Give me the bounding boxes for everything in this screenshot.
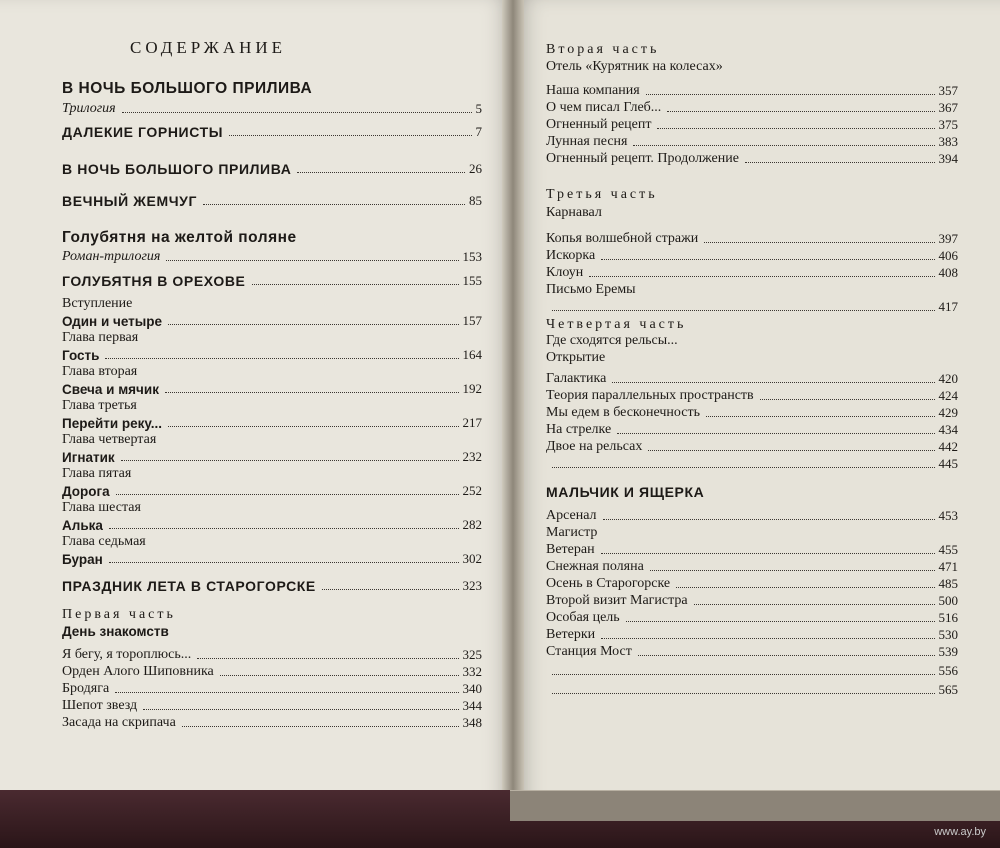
toc-entry [62, 483, 482, 499]
toc-page-number: 332 [462, 664, 482, 679]
toc-entry-label: Станция Мост [546, 644, 632, 659]
toc-entry [62, 296, 482, 312]
toc-entry [62, 229, 482, 247]
toc-entry [546, 456, 958, 472]
dot-leader [603, 519, 935, 520]
toc-entry-label: Огненный рецепт. Продолжение [546, 151, 739, 166]
toc-entry-label: Глава третья [62, 398, 137, 413]
toc-entry [546, 187, 958, 203]
toc-entry-label: Карнавал [546, 205, 602, 220]
toc-entry [546, 248, 958, 264]
toc-entry-label: Дорога [62, 484, 110, 499]
toc-entry [62, 381, 482, 397]
toc-entry [546, 333, 958, 349]
toc-entry [546, 83, 958, 99]
toc-entry [62, 578, 482, 594]
page-edges [510, 790, 1000, 821]
dot-leader [612, 382, 934, 383]
toc-entry-label: Особая цель [546, 610, 620, 625]
toc-entry-label: Магистр [546, 525, 598, 540]
toc-entry-label: Огненный рецепт [546, 117, 652, 132]
dot-leader [704, 242, 934, 243]
toc-entry [546, 508, 958, 524]
toc-page-number: 367 [938, 100, 958, 115]
toc-entry [546, 484, 958, 500]
toc-entry [546, 350, 958, 366]
toc-page-number: 397 [938, 231, 958, 246]
toc-entry-label: Буран [62, 552, 103, 567]
toc-entry [546, 317, 958, 333]
toc-entry [62, 415, 482, 431]
background-surface [0, 790, 1000, 848]
toc-page-number: 424 [938, 388, 958, 403]
toc-entry-label: Алька [62, 518, 103, 533]
toc-page-number: 344 [462, 698, 482, 713]
toc-entry [546, 663, 958, 679]
toc-entry-label: Трилогия [62, 101, 116, 116]
dot-leader [168, 426, 458, 427]
toc-entry [546, 525, 958, 541]
dot-leader [706, 416, 935, 417]
dot-leader [626, 621, 935, 622]
toc-entry-label: Клоун [546, 265, 584, 280]
toc-entry-label: Отель «Курятник на колесах» [546, 59, 723, 74]
dot-leader [297, 172, 465, 173]
toc-entry [546, 42, 958, 58]
toc-entry-label: ДАЛЕКИЕ ГОРНИСТЫ [62, 124, 224, 140]
dot-leader [650, 570, 935, 571]
toc-entry [546, 282, 958, 298]
toc-page-number: 420 [938, 371, 958, 386]
toc-entry-label: Четвертая часть [546, 317, 687, 332]
dot-leader [667, 111, 934, 112]
toc-entry-label: Осень в Старогорске [546, 576, 671, 591]
book-gutter [502, 0, 524, 820]
toc-page-number: 232 [462, 449, 482, 464]
toc-entry-label: Гость [62, 348, 100, 363]
toc-entry [62, 313, 482, 329]
toc-entry-label: Вторая часть [546, 42, 660, 57]
toc-entry [62, 624, 482, 639]
toc-entry-label: В НОЧЬ БОЛЬШОГО ПРИЛИВА [62, 80, 313, 97]
toc-entry-label: Вступление [62, 296, 133, 311]
toc-entry-label: Бродяга [62, 681, 110, 696]
toc-entry-label: ПРАЗДНИК ЛЕТА В СТАРОГОРСКЕ [62, 578, 316, 594]
toc-entry-label: Глава шестая [62, 500, 141, 515]
toc-page-number: 453 [938, 508, 958, 523]
toc-entry-label: Наша компания [546, 83, 640, 98]
toc-entry [546, 231, 958, 247]
toc-entry [546, 542, 958, 558]
toc-entry [546, 682, 958, 698]
watermark: www.ay.by [934, 826, 986, 838]
dot-leader [109, 528, 459, 529]
toc-entry [62, 534, 482, 550]
toc-entry-label: На стрелке [546, 422, 612, 437]
toc-entry-label: Первая часть [62, 607, 176, 622]
dot-leader [760, 399, 935, 400]
dot-leader [745, 162, 935, 163]
toc-entry [62, 364, 482, 380]
toc-entry [546, 299, 958, 315]
left-page [0, 0, 512, 808]
toc-entry [62, 449, 482, 465]
dot-leader [220, 675, 459, 676]
toc-entry [62, 193, 482, 209]
toc-page-number: 85 [469, 193, 482, 208]
toc-entry [546, 644, 958, 660]
toc-entry-label: Свеча и мячик [62, 382, 159, 397]
dot-leader [601, 553, 935, 554]
toc-entry [62, 698, 482, 714]
toc-page-number: 282 [462, 517, 482, 532]
dot-leader [229, 135, 471, 136]
toc-page-number: 375 [938, 117, 958, 132]
toc-entry [546, 405, 958, 421]
toc-page-number: 26 [469, 161, 482, 176]
toc-entry [62, 607, 482, 623]
toc-entry-label: Мы едем в бесконечность [546, 405, 700, 420]
dot-leader [197, 658, 458, 659]
dot-leader [676, 587, 934, 588]
toc-entry-label: Засада на скрипача [62, 715, 176, 730]
toc-entry-label: Глава четвертая [62, 432, 157, 447]
toc-entry [62, 101, 482, 117]
toc-entry-label: Роман-трилогия [62, 249, 161, 264]
toc-page-number: 394 [938, 151, 958, 166]
toc-entry [546, 59, 958, 75]
toc-page-number: 323 [462, 578, 482, 593]
toc-page-number: 455 [938, 542, 958, 557]
toc-entry-label: Копья волшебной стражи [546, 231, 699, 246]
toc-entry [546, 627, 958, 643]
toc-entry [546, 388, 958, 404]
toc-entry [546, 205, 958, 221]
toc-entry-label: В НОЧЬ БОЛЬШОГО ПРИЛИВА [62, 161, 292, 177]
toc-entry-label: Галактика [546, 371, 607, 386]
toc-entry [62, 273, 482, 289]
dot-leader [601, 638, 934, 639]
dot-leader [252, 284, 459, 285]
dot-leader [648, 450, 934, 451]
toc-entry-label: Голубятня на желтой поляне [62, 229, 297, 246]
dot-leader [182, 726, 459, 727]
toc-page-number: 565 [938, 682, 958, 697]
dot-leader [115, 692, 458, 693]
toc-entry [62, 517, 482, 533]
toc-page-number: 442 [938, 439, 958, 454]
toc-entry-label: Ветерки [546, 627, 596, 642]
toc-entry-label: Снежная поляна [546, 559, 644, 574]
toc-entry-label: Один и четыре [62, 314, 163, 329]
toc-page-number: 340 [462, 681, 482, 696]
toc-entry-label: Искорка [546, 248, 596, 263]
toc-entry [62, 398, 482, 414]
toc-entry [546, 439, 958, 455]
toc-page-number: 325 [462, 647, 482, 662]
toc-entry-label: Шепот звезд [62, 698, 138, 713]
toc-page-number: 530 [938, 627, 958, 642]
dot-leader [166, 260, 458, 261]
toc-entry [546, 559, 958, 575]
toc-entry-label: Перейти реку... [62, 416, 163, 431]
toc-entry-label: Ветеран [546, 542, 595, 557]
toc-entry [62, 432, 482, 448]
dot-leader [638, 655, 935, 656]
dot-leader [552, 693, 935, 694]
toc-entry-label: Второй визит Магистра [546, 593, 688, 608]
toc-page-number: 417 [938, 299, 958, 314]
toc-entry [62, 161, 482, 177]
toc-page-number: 357 [938, 83, 958, 98]
toc-entry [546, 265, 958, 281]
toc-entry-label: Теория параллельных пространств [546, 388, 754, 403]
toc-entry-label: Глава вторая [62, 364, 138, 379]
toc-entry [62, 80, 482, 98]
toc-entry [62, 124, 482, 140]
toc-entry-label: Глава пятая [62, 466, 132, 481]
dot-leader [646, 94, 935, 95]
right-page [512, 0, 1000, 808]
dot-leader [165, 392, 459, 393]
toc-page-number: 252 [462, 483, 482, 498]
toc-page-number: 155 [462, 273, 482, 288]
toc-page-number: 406 [938, 248, 958, 263]
toc-entry [546, 117, 958, 133]
toc-page-number: 485 [938, 576, 958, 591]
toc-entry [62, 647, 482, 663]
toc-entry [62, 551, 482, 567]
toc-page-number: 302 [462, 551, 482, 566]
dot-leader [109, 562, 459, 563]
toc-page-number: 5 [475, 101, 482, 116]
toc-entry-label: Письмо Еремы [546, 282, 636, 297]
toc-entry-label: Двое на рельсах [546, 439, 643, 454]
toc-entry [62, 500, 482, 516]
toc-entry-label: ВЕЧНЫЙ ЖЕМЧУГ [62, 193, 197, 209]
toc-entry-label: Игнатик [62, 450, 115, 465]
toc-entry-label: Лунная песня [546, 134, 628, 149]
toc-page-number: 500 [938, 593, 958, 608]
toc-entry [546, 422, 958, 438]
dot-leader [694, 604, 935, 605]
toc-entry-label: Открытие [546, 350, 606, 365]
dot-leader [657, 128, 934, 129]
dot-leader [116, 494, 459, 495]
dot-leader [589, 276, 934, 277]
toc-entry-label: Где сходятся рельсы... [546, 333, 678, 348]
toc-entry [546, 610, 958, 626]
toc-page-number: 539 [938, 644, 958, 659]
dot-leader [122, 112, 472, 113]
toc-entry-label: МАЛЬЧИК И ЯЩЕРКА [546, 484, 705, 500]
toc-entry [62, 715, 482, 731]
toc-entry-label: Глава первая [62, 330, 139, 345]
toc-entry [546, 151, 958, 167]
toc-page-number: 7 [475, 124, 482, 139]
toc-entry [62, 681, 482, 697]
toc-entry-label: ГОЛУБЯТНЯ В ОРЕХОВЕ [62, 273, 246, 289]
dot-leader [601, 259, 934, 260]
toc-page-number: 516 [938, 610, 958, 625]
toc-page-number: 434 [938, 422, 958, 437]
toc-entry [546, 593, 958, 609]
dot-leader [121, 460, 459, 461]
dot-leader [552, 310, 935, 311]
dot-leader [552, 674, 935, 675]
toc-page-number: 164 [462, 347, 482, 362]
toc-page-number: 348 [462, 715, 482, 730]
dot-leader [617, 433, 934, 434]
toc-page-number: 471 [938, 559, 958, 574]
toc-page-number: 408 [938, 265, 958, 280]
toc-entry [62, 466, 482, 482]
toc-page-number: 157 [462, 313, 482, 328]
toc-page-number: 383 [938, 134, 958, 149]
toc-entry [546, 134, 958, 150]
toc-entry [62, 664, 482, 680]
dot-leader [143, 709, 458, 710]
toc-entry-label: Я бегу, я тороплюсь... [62, 647, 192, 662]
toc-page-number: 153 [462, 249, 482, 264]
dot-leader [105, 358, 458, 359]
toc-entry [62, 249, 482, 265]
toc-page-number: 217 [462, 415, 482, 430]
toc-entry-label: Орден Алого Шиповника [62, 664, 214, 679]
toc-page-number: 192 [462, 381, 482, 396]
toc-entry [546, 371, 958, 387]
toc-entry [546, 576, 958, 592]
toc-page-number: 556 [938, 663, 958, 678]
toc-page-number: 429 [938, 405, 958, 420]
toc-entry [546, 100, 958, 116]
dot-leader [322, 589, 459, 590]
toc-page-number: 445 [938, 456, 958, 471]
contents-heading: СОДЕРЖАНИЕ [130, 38, 287, 57]
toc-entry-label: О чем писал Глеб... [546, 100, 662, 115]
dot-leader [633, 145, 934, 146]
dot-leader [552, 467, 935, 468]
toc-entry-label: День знакомств [62, 624, 169, 639]
toc-entry-label: Третья часть [546, 187, 658, 202]
toc-entry [62, 347, 482, 363]
toc-entry [62, 330, 482, 346]
toc-entry-label: Глава седьмая [62, 534, 146, 549]
dot-leader [168, 324, 458, 325]
toc-entry-label: Арсенал [546, 508, 597, 523]
dot-leader [203, 204, 465, 205]
